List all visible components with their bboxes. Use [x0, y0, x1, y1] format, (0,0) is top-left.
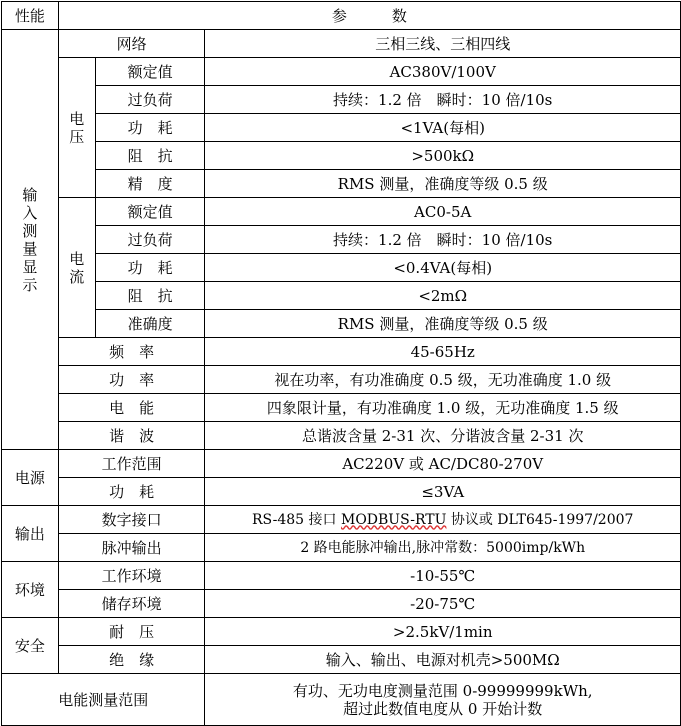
table-row [2, 226, 681, 254]
current-accuracy-label: 准确度 [95, 310, 205, 338]
harmonics-value: 总谐波含量 2-31 次、分谐波含量 2-31 次 [205, 422, 681, 450]
table-row [2, 114, 681, 142]
header-parameters: 参 数 [58, 2, 680, 30]
current-consumption-value: <0.4VA(每相) [205, 254, 681, 282]
table-row [2, 58, 681, 86]
energy-range-label: 电能测量范围 [2, 674, 205, 726]
table-row [2, 170, 681, 198]
table-row [2, 142, 681, 170]
current-overload-label: 过负荷 [95, 226, 205, 254]
table-row [2, 198, 681, 226]
energy-range-line2: 超过此数值电度从 0 开始计数 [343, 699, 543, 718]
current-impedance-value: <2mΩ [205, 282, 681, 310]
env-group-label: 环境 [2, 562, 59, 618]
table-row [2, 674, 681, 726]
table-row [2, 618, 681, 646]
network-value: 三相三线、三相四线 [205, 30, 681, 58]
energy-range-line1: 有功、无功电度测量范围 0-99999999kWh, [292, 681, 593, 700]
digital-interface-label: 数字接口 [58, 506, 205, 534]
power-consumption-value: ≤3VA [205, 478, 681, 506]
harmonics-label: 谐 波 [58, 422, 205, 450]
storage-env-value: -20-75℃ [205, 590, 681, 618]
voltage-overload-label: 过负荷 [95, 86, 205, 114]
input-group-label-text: 输入测量显示 [22, 185, 38, 294]
table-row [2, 562, 681, 590]
current-accuracy-value: RMS 测量，准确度等级 0.5 级 [205, 310, 681, 338]
work-env-value: -10-55℃ [205, 562, 681, 590]
voltage-group-label [58, 58, 95, 198]
table-row [2, 506, 681, 534]
digital-interface-value-post: 协议或 DLT645-1997/2007 [446, 511, 634, 528]
withstand-voltage-value: >2.5kV/1min [205, 618, 681, 646]
pulse-output-value: 2 路电能脉冲输出,脉冲常数：5000imp/kWh [205, 534, 681, 562]
header-performance: 性能 [2, 2, 59, 30]
voltage-rated-value: AC380V/100V [205, 58, 681, 86]
withstand-voltage-label: 耐 压 [58, 618, 205, 646]
table-row [2, 646, 681, 674]
table-row [2, 590, 681, 618]
insulation-value: 输入、输出、电源对机壳>500MΩ [205, 646, 681, 674]
voltage-precision-label: 精 度 [95, 170, 205, 198]
frequency-label: 频 率 [58, 338, 205, 366]
voltage-rated-label: 额定值 [95, 58, 205, 86]
safety-group-label: 安全 [2, 618, 59, 674]
work-env-label: 工作环境 [58, 562, 205, 590]
table-header-row [2, 2, 681, 30]
digital-interface-value-pre: RS-485 接口 [251, 511, 341, 528]
digital-interface-value [205, 506, 681, 534]
table-row [2, 30, 681, 58]
table-row [2, 86, 681, 114]
digital-interface-value-protocol: MODBUS-RTU [340, 511, 447, 528]
table-row [2, 450, 681, 478]
table-row [2, 366, 681, 394]
voltage-consumption-value: <1VA(每相) [205, 114, 681, 142]
spec-table [1, 1, 681, 726]
current-group-label-text: 电流 [69, 249, 85, 286]
voltage-precision-value: RMS 测量，准确度等级 0.5 级 [205, 170, 681, 198]
pulse-output-label: 脉冲输出 [58, 534, 205, 562]
table-row [2, 394, 681, 422]
table-row [2, 282, 681, 310]
voltage-group-label-text: 电压 [69, 109, 85, 146]
current-rated-label: 额定值 [95, 198, 205, 226]
table-row [2, 478, 681, 506]
voltage-overload-value: 持续：1.2 倍 瞬时：10 倍/10s [205, 86, 681, 114]
network-label: 网络 [58, 30, 205, 58]
current-impedance-label: 阻 抗 [95, 282, 205, 310]
energy-range-value [205, 674, 681, 726]
current-rated-value: AC0-5A [205, 198, 681, 226]
current-group-label [58, 198, 95, 338]
energy-value: 四象限计量，有功准确度 1.0 级，无功准确度 1.5 级 [205, 394, 681, 422]
table-row [2, 422, 681, 450]
power-range-label: 工作范围 [58, 450, 205, 478]
table-row [2, 338, 681, 366]
power-consumption-label: 功 耗 [58, 478, 205, 506]
voltage-impedance-value: >500kΩ [205, 142, 681, 170]
input-group-label [2, 30, 59, 450]
table-row [2, 310, 681, 338]
current-overload-value: 持续：1.2 倍 瞬时：10 倍/10s [205, 226, 681, 254]
table-row [2, 534, 681, 562]
energy-label: 电 能 [58, 394, 205, 422]
voltage-consumption-label: 功 耗 [95, 114, 205, 142]
power-value: 视在功率，有功准确度 0.5 级，无功准确度 1.0 级 [205, 366, 681, 394]
output-group-label: 输出 [2, 506, 59, 562]
power-range-value: AC220V 或 AC/DC80-270V [205, 450, 681, 478]
storage-env-label: 储存环境 [58, 590, 205, 618]
frequency-value: 45-65Hz [205, 338, 681, 366]
current-consumption-label: 功 耗 [95, 254, 205, 282]
power-group-label: 电源 [2, 450, 59, 506]
power-label: 功 率 [58, 366, 205, 394]
insulation-label: 绝 缘 [58, 646, 205, 674]
table-row [2, 254, 681, 282]
voltage-impedance-label: 阻 抗 [95, 142, 205, 170]
